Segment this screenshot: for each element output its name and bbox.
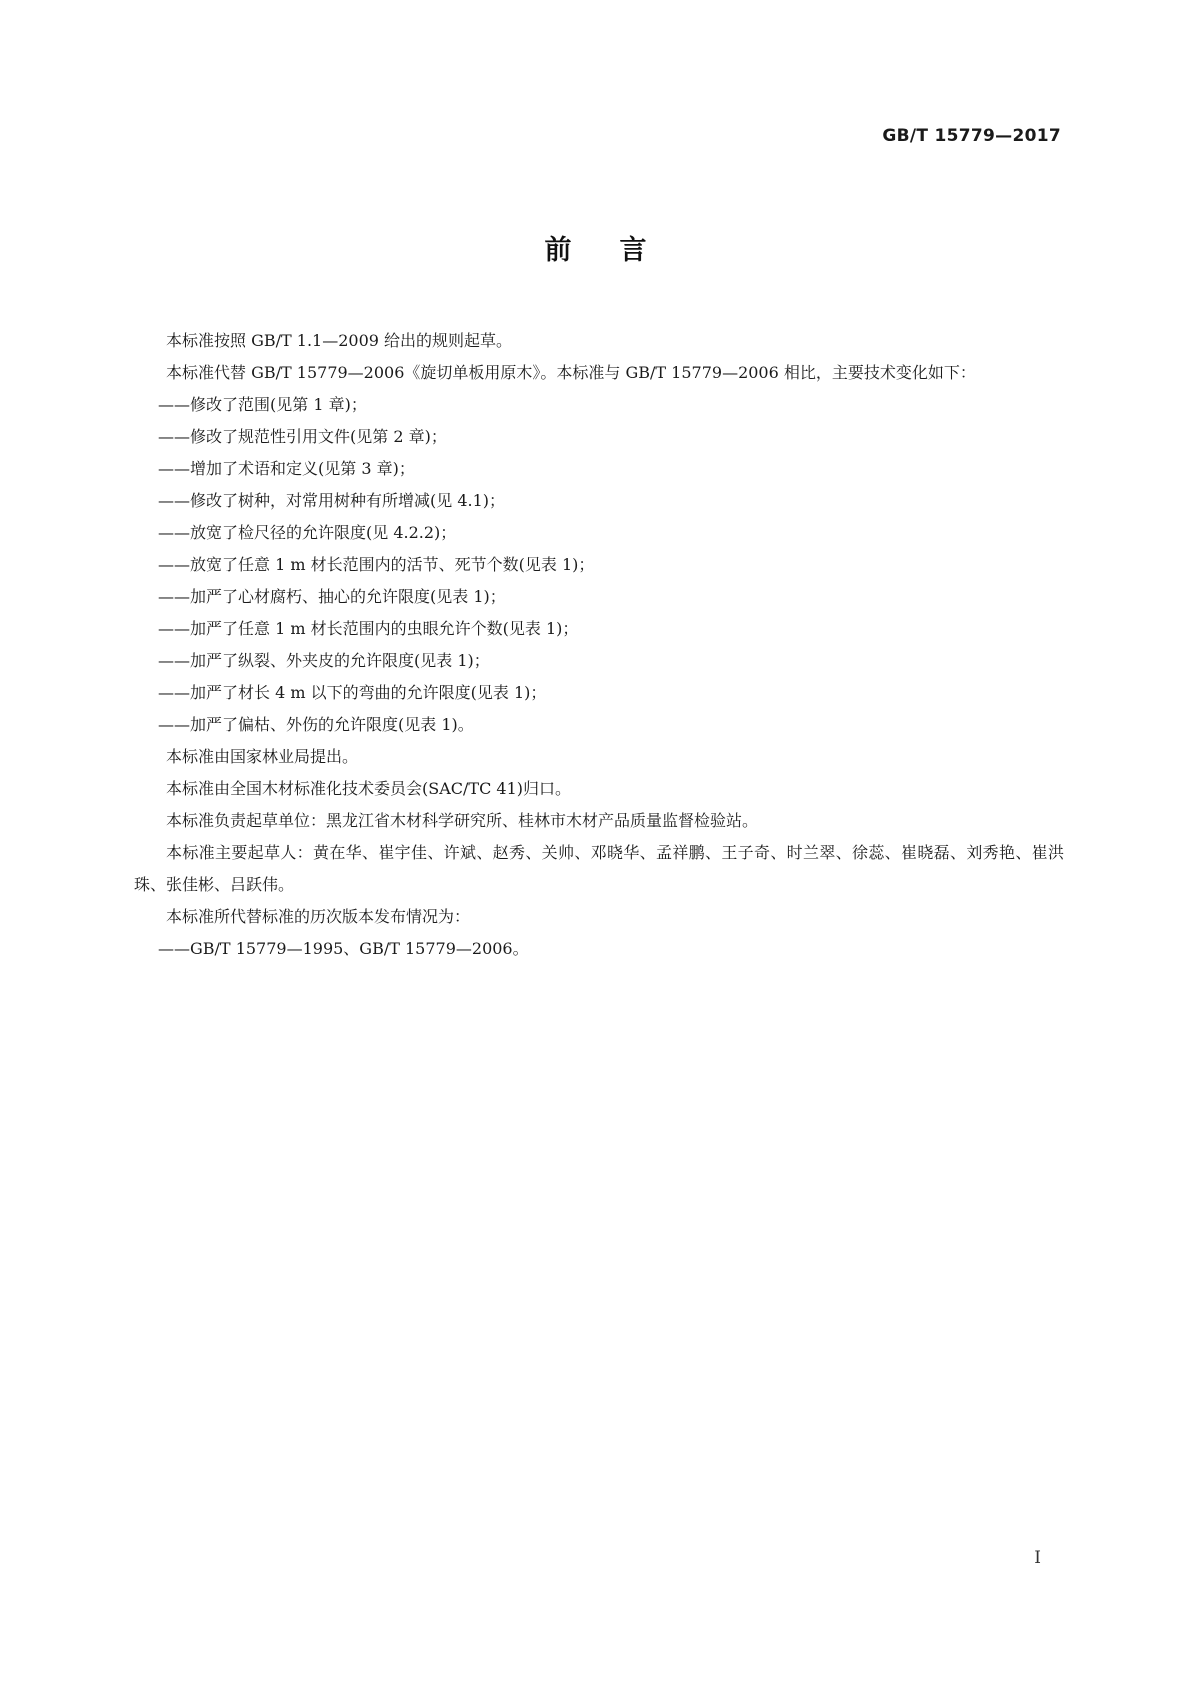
change-item: ——加严了纵裂、外夹皮的允许限度(见表 1)； xyxy=(158,651,490,670)
foreword-body xyxy=(134,325,1064,965)
paragraph-committee: 本标准由全国木材标准化技术委员会(SAC/TC 41)归口。 xyxy=(166,779,571,798)
paragraph-proposer: 本标准由国家林业局提出。 xyxy=(166,747,359,766)
change-item: ——放宽了检尺径的允许限度(见 4.2.2)； xyxy=(158,523,457,542)
standard-code-header: GB/T 15779—2017 xyxy=(882,126,1061,146)
change-item: ——加严了偏枯、外伤的允许限度(见表 1)。 xyxy=(158,715,474,734)
changes-list xyxy=(134,389,1064,741)
page-title: 前言 xyxy=(544,235,695,266)
change-item: ——加严了材长 4 m 以下的弯曲的允许限度(见表 1)； xyxy=(158,683,547,702)
paragraph-drafting-rules: 本标准按照 GB/T 1.1—2009 给出的规则起草。 xyxy=(166,331,513,350)
change-item: ——修改了范围(见第 1 章)； xyxy=(158,395,367,414)
history-item: ——GB/T 15779—1995、GB/T 15779—2006。 xyxy=(158,939,529,958)
paragraph-drafting-units: 本标准负责起草单位：黑龙江省木材科学研究所、桂林市木材产品质量监督检验站。 xyxy=(166,811,759,830)
change-item: ——放宽了任意 1 m 材长范围内的活节、死节个数(见表 1)； xyxy=(158,555,595,574)
change-item: ——修改了树种，对常用树种有所增减(见 4.1)； xyxy=(158,491,506,510)
page-number: I xyxy=(1034,1548,1041,1568)
change-item: ——加严了任意 1 m 材长范围内的虫眼允许个数(见表 1)； xyxy=(158,619,579,638)
paragraph-drafters: 本标准主要起草人：黄在华、崔宇佳、许斌、赵秀、关帅、邓晓华、孟祥鹏、王子奇、时兰翠、徐蕊、崔晓磊、刘秀艳、崔洪珠、张佳彬、吕跃伟。 xyxy=(134,843,1064,894)
change-item: ——加严了心材腐朽、抽心的允许限度(见表 1)； xyxy=(158,587,506,606)
paragraph-history-intro: 本标准所代替标准的历次版本发布情况为： xyxy=(166,907,471,926)
change-item: ——增加了术语和定义(见第 3 章)； xyxy=(158,459,415,478)
change-item: ——修改了规范性引用文件(见第 2 章)； xyxy=(158,427,447,446)
paragraph-replacement: 本标准代替 GB/T 15779—2006《旋切单板用原木》。本标准与 GB/T 15779—2006 相比，主要技术变化如下： xyxy=(166,363,976,382)
